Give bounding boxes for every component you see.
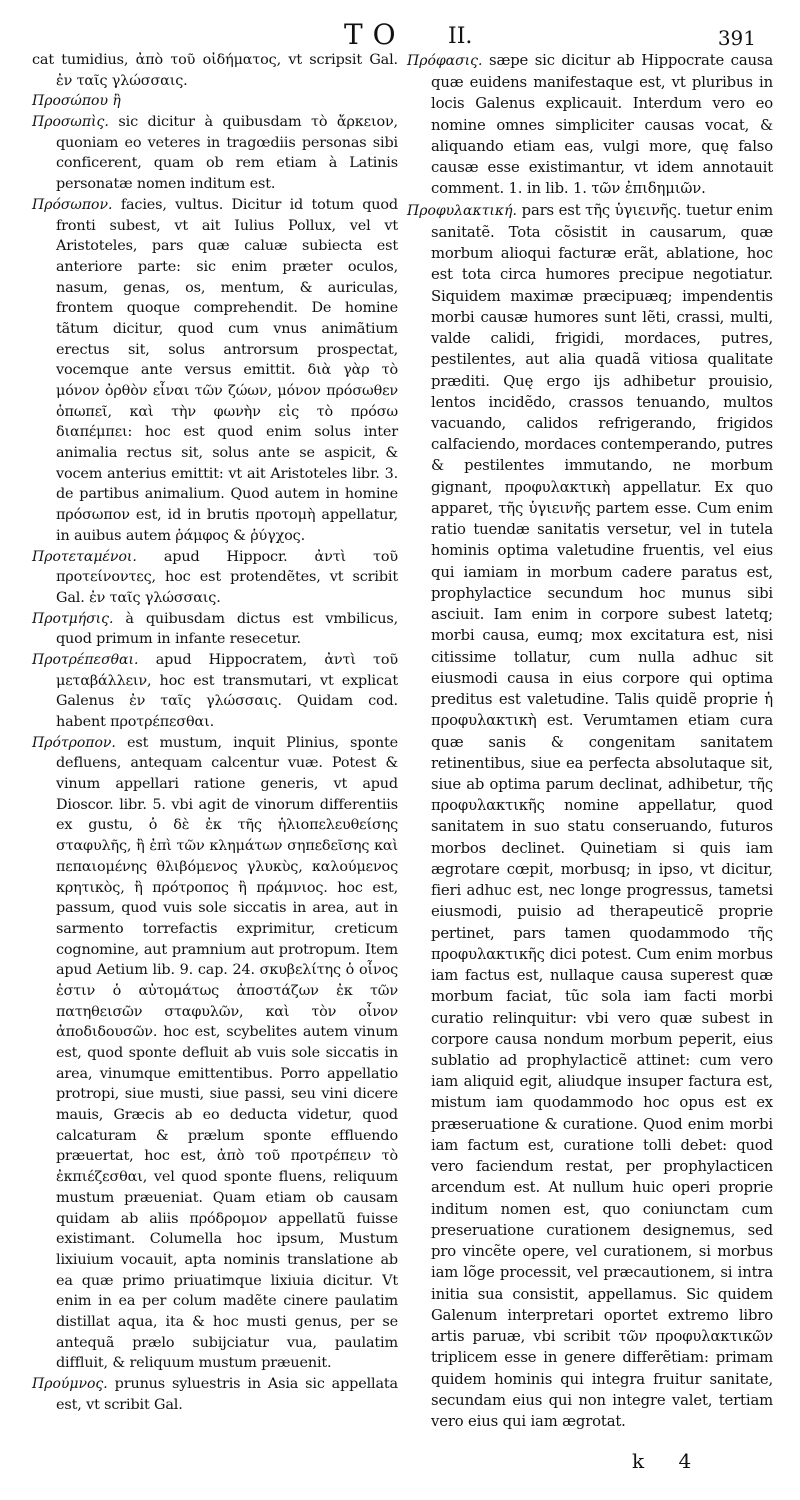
entry-headword: Προσώπου ἢ: [32, 93, 121, 110]
page-header: [0, 18, 800, 52]
entry-headword: Πρότροπον.: [32, 734, 116, 751]
running-head-right: II.: [448, 24, 473, 49]
dictionary-entry: [407, 200, 773, 1433]
entry-headword: Προύμνος.: [32, 1376, 108, 1392]
entry-headword: Πρόφασις.: [407, 53, 483, 69]
page-number: 391: [717, 26, 756, 50]
dictionary-entry: [32, 1374, 398, 1415]
entry-text: apud Hippocratem, ἀντὶ τοῦ μεταβάλλειν, hoc est transmutari, vt explicat Galenus ἐν ταῖς γλώσσαις. Quidam cod. habent προτρέπεσθαι.: [56, 651, 398, 730]
dictionary-entry: [32, 547, 398, 609]
dictionary-entry: [32, 650, 398, 733]
entry-text: pars est τῆς ὑγιεινῆς. tuetur enim sanitatẽ. Tota cõsistit in causarum, quæ morbum alioqui facturæ erãt, ablatione, hoc est tota circa humores precipue negotiatur. Siquidem maximæ præcipuæq; impendentis morbi causæ humores sunt lẽti, crassi, multi, valde calidi, frigidi, mordaces, putres, pestilentes, aut alia quadã vitiosa qualitate præditi. Quę ergo ijs adhibetur prouisio, lentos incidẽdo, crassos tenuando, multos vacuando, calidos refrigerando, frigidos calfaciendo, mordaces contemperando, putres & pestilentes immutando, ne morbum gignant, προφυλακτικὴ appellatur. Ex quo apparet, τῆς ὑγιεινῆς partem esse. Cum enim ratio tuendæ sanitatis versetur, vel in tutela hominis optima valetudine fruentis, vel eius qui iamiam in morbum cadere paratus est, prophylactice secundum hoc munus sibi asciuit. Iam enim in corpore subest latetq; morbi causa, eumq; mox excitatura est, nisi citissime tollatur, cum nulla adhuc sit eiusmodi causa in eius corpore qui optima preditus est valetudine. Talis quidẽ proprie ἡ προφυλακτικὴ est. Verumtamen etiam cura quæ sanis & congenitam sanitatem retinentibus, siue ea perfecta absolutaque sit, siue ab optima parum declinat, adhibetur, τῆς προφυλακτικῆς nomine appellatur, quod sanitatem in suo statu conseruando, futuros morbos declinet. Quinetiam si quis iam ægrotare cœpit, morbusq; in ipso, vt dicitur, fieri adhuc est, nec longe progressus, tametsi eiusmodi, puisio ad therapeuticẽ proprie pertinet, pars tamen quodammodo τῆς προφυλακτικῆς dici potest. Cum enim morbus iam factus est, nullaque causa superest quæ morbum faciat, tũc sola iam facti morbi curatio relinquitur: vbi vero quæ subest in corpore causa nondum morbum peperit, eius sublatio ad prophylacticẽ attinet: cum vero iam aliquid egit, aliudque insuper factura est, mistum iam quodammodo hoc opus est ex præseruatione & curatione. Quod enim morbi iam factum est, curatione tolli debet: quod vero faciendum restat, per prophylacticen arcendum est. At nullum huic operi proprie inditum nomen est, quo coniunctam cum preseruatione curationem designemus, sed pro vincẽte opere, vel curationem, si morbus iam lõge processit, vel præcautionem, si intra initia sua consistit, appellamus. Sic quidem Galenum interpretari oportet extremo libro artis paruæ, vbi scribit τῶν προφυλακτικῶν triplicem esse in genere differẽtiam: primam quidem hominis qui integra fruitur sanitate, secundam eius qui non integre valet, tertiam vero eius qui iam ægrotat.: [431, 201, 773, 1430]
entry-headword: Προφυλακτική.: [407, 202, 517, 219]
entry-headword: Προτεταμένοι.: [32, 548, 137, 565]
entry-text: sic dicitur à quibusdam τὸ ἄρκειον, quoniam eo veteres in tragœdiis personas sibi conficerent, quam ob rem etiam à Latinis personatæ nomen inditum est.: [56, 114, 398, 193]
entry-headword: Προσωπὶς.: [32, 114, 109, 131]
entry-text: prunus syluestris in Asia sic appellata est, vt scribit Gal.: [56, 1376, 398, 1413]
entry-text: apud Hippocr. ἀντὶ τοῦ προτείνοντες, hoc est protendẽtes, vt scribit Gal. ἐν ταῖς γλώσσαις.: [56, 548, 398, 606]
entry-headword: Προτρέπεσθαι.: [32, 651, 139, 668]
dictionary-entry: [32, 91, 398, 112]
entry-text: est mustum, inquit Plinius, sponte defluens, antequam calcentur vuæ. Potest & vinum appellari ratione generis, vt apud Dioscor. libr. 5. vbi agit de vinorum differentiis ex gustu, ὁ δὲ ἐκ τῆς ἡλιοπελευθείσης σταφυλῆς, ἢ ἐπὶ τῶν κλημάτων σηπεδεῖσης καὶ πεπαιομένης θλιβόμενος γλυκὺς, καλούμενος κρητικὸς, ἢ πρότροπος ἢ πράμνιος. hoc est, passum, quod vuis sole siccatis in area, aut in sarmento torrefactis exprimitur, creticum cognomine, aut pramnium aut protropum. Item apud Aetium lib. 9. cap. 24. σκυβελίτης ὁ οἶνος ἐστιν ὁ αὐτομάτως ἀποστάζων ἐκ τῶν πατηθεισῶν σταφυλῶν, καὶ τὸν οἶνον ἀποδιδουσῶν. hoc est, scybelites autem vinum est, quod sponte defluit ab vuis sole siccatis in area, vinumque emittentibus. Porro appellatio protropi, siue musti, siue passi, seu vini dicere mauis, Græcis ab eo deducta videtur, quod calcaturam & prælum sponte effluendo præuertat, hoc est, ἀπὸ τοῦ προτρέπειν τὸ ἐκπιέζεσθαι, vel quod sponte fluens, reliquum mustum præueniat. Quam etiam ob causam quidam ab aliis πρόδρομον appellatũ fuisse existimant. Columella hoc ipsum, Mustum lixiuium vocauit, apta nominis translatione ab ea quæ primo priuatimque lixiuia dicitur. Vt enim in ea per colum madẽte cinere paulatim distillat aqua, ita & hoc musti genus, per se antequã prælo subijciatur vua, paulatim diffluit, & reliquum mustum præuenit.: [56, 734, 398, 1372]
dictionary-entry: [32, 195, 398, 547]
dictionary-entry: [407, 50, 773, 200]
left-column: [32, 50, 398, 1415]
signature-mark: k 4: [632, 1449, 706, 1473]
running-head-left: TO: [344, 18, 406, 51]
entry-text: cat tumidius, ἀπὸ τοῦ οἰδήματος, vt scripsit Gal. ἐν ταῖς γλώσσαις.: [32, 52, 398, 89]
dictionary-entry: [32, 50, 398, 91]
dictionary-entry: [32, 733, 398, 1374]
entry-text: sæpe sic dicitur ab Hippocrate causa quæ euidens manifestaque est, vt pluribus in locis Galenus explicauit. Interdum vero eo nomine omnes simpliciter causas vocat, & aliquando etiam eas, vulgi more, quę falso causæ esse existimantur, vt idem annotauit comment. 1. in lib. 1. τῶν ἐπιδημιῶν.: [431, 52, 773, 198]
entry-text: facies, vultus. Dicitur id totum quod fronti subest, vt ait Iulius Pollux, vel vt Aristoteles, pars quæ caluæ subiecta est anteriore parte: sic enim præter oculos, nasum, genas, os, mentum, & auriculas, frontem quoque comprehendit. De homine tãtum dicitur, quod cum vnus animãtium erectus sit, solus antrorsum prospectat, vocemque ante versus emittit. διὰ γὰρ τὸ μόνον ὀρθὸν εἶναι τῶν ζώων, μόνον πρόσωθεν ὁπωπεῖ, καὶ τὴν φωνὴν εἰς τὸ πρόσω διαπέμπει: hoc est quod enim solus inter animalia rectus sit, solus ante se aspicit, & vocem anterius emittit: vt ait Aristoteles libr. 3. de partibus animalium. Quod autem in homine πρόσωπον est, id in brutis προτομὴ appellatur, in auibus autem ῥάμφος & ῥύγχος.: [56, 196, 398, 544]
dictionary-entry: [32, 609, 398, 650]
entry-text: à quibusdam dictus est vmbilicus, quod primum in infante resecetur.: [56, 610, 398, 648]
entry-headword: Πρόσωπον.: [32, 196, 113, 213]
dictionary-entry: [32, 112, 398, 195]
right-column: [407, 50, 773, 1432]
entry-headword: Προτμήσις.: [32, 610, 114, 627]
